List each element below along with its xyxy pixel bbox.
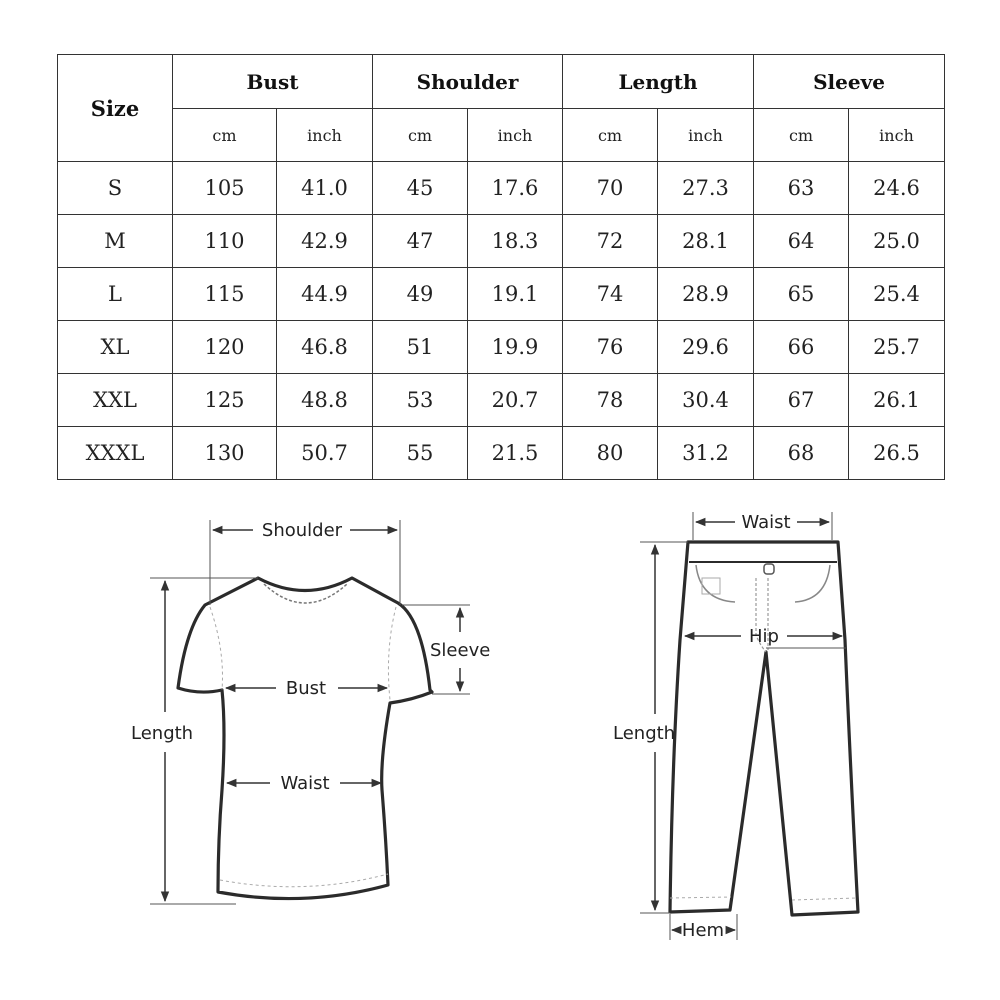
shoulder-cm-header: cm <box>373 109 468 162</box>
shoulder-inch-cell: 19.1 <box>468 268 563 321</box>
shoulder-inch-cell: 20.7 <box>468 374 563 427</box>
bust-cm-cell: 125 <box>173 374 277 427</box>
shoulder-cm-cell: 47 <box>373 215 468 268</box>
shirt-shoulder-label: Shoulder <box>261 520 343 541</box>
bust-inch-cell: 50.7 <box>277 427 373 480</box>
size-cell: S <box>58 162 173 215</box>
shoulder-cm-cell: 53 <box>373 374 468 427</box>
pants-waist-label: Waist <box>741 512 791 533</box>
shoulder-cm-cell: 49 <box>373 268 468 321</box>
bust-cm-cell: 120 <box>173 321 277 374</box>
sleeve-inch-cell: 25.7 <box>849 321 945 374</box>
sleeve-inch-cell: 25.0 <box>849 215 945 268</box>
pants-button <box>764 564 774 574</box>
length-cm-cell: 74 <box>563 268 658 321</box>
sleeve-inch-cell: 26.1 <box>849 374 945 427</box>
length-cm-cell: 70 <box>563 162 658 215</box>
tshirt-sleeve-seam-right <box>388 607 396 700</box>
sleeve-inch-header: inch <box>849 109 945 162</box>
shirt-bust-label: Bust <box>285 678 327 699</box>
length-inch-header: inch <box>658 109 754 162</box>
shoulder-cm-cell: 51 <box>373 321 468 374</box>
pants-outline <box>670 542 858 915</box>
shoulder-inch-cell: 21.5 <box>468 427 563 480</box>
pants-pocket-right <box>795 565 830 602</box>
size-cell: XL <box>58 321 173 374</box>
size-cell: XXXL <box>58 427 173 480</box>
pants-hem-label: Hem <box>681 920 725 941</box>
shoulder-column-header: Shoulder <box>373 55 563 109</box>
shirt-waist-label: Waist <box>280 773 330 794</box>
tshirt-sleeve-seam-left <box>210 607 223 690</box>
shirt-length-label: Length <box>131 723 194 744</box>
sleeve-cm-cell: 66 <box>754 321 849 374</box>
sleeve-cm-cell: 64 <box>754 215 849 268</box>
bust-cm-cell: 115 <box>173 268 277 321</box>
bust-cm-cell: 105 <box>173 162 277 215</box>
pants-hip-label: Hip <box>749 626 779 647</box>
tshirt-hem-stitch <box>220 874 388 887</box>
sleeve-cm-cell: 67 <box>754 374 849 427</box>
length-inch-cell: 28.9 <box>658 268 754 321</box>
size-column-header: Size <box>58 55 173 162</box>
length-cm-cell: 80 <box>563 427 658 480</box>
size-cell: XXL <box>58 374 173 427</box>
length-inch-cell: 29.6 <box>658 321 754 374</box>
bust-inch-cell: 41.0 <box>277 162 373 215</box>
sleeve-inch-cell: 26.5 <box>849 427 945 480</box>
pants-diagram <box>613 512 858 941</box>
length-inch-cell: 27.3 <box>658 162 754 215</box>
length-column-header: Length <box>563 55 754 109</box>
bust-inch-cell: 48.8 <box>277 374 373 427</box>
shoulder-inch-cell: 17.6 <box>468 162 563 215</box>
sleeve-cm-cell: 68 <box>754 427 849 480</box>
bust-column-header: Bust <box>173 55 373 109</box>
length-cm-cell: 78 <box>563 374 658 427</box>
pants-length-label: Length <box>613 723 676 744</box>
pants-hem-right <box>792 898 857 900</box>
sleeve-cm-cell: 63 <box>754 162 849 215</box>
shoulder-cm-cell: 45 <box>373 162 468 215</box>
bust-cm-cell: 110 <box>173 215 277 268</box>
sleeve-inch-cell: 25.4 <box>849 268 945 321</box>
shoulder-inch-cell: 18.3 <box>468 215 563 268</box>
bust-inch-cell: 46.8 <box>277 321 373 374</box>
size-cell: M <box>58 215 173 268</box>
bust-cm-header: cm <box>173 109 277 162</box>
shoulder-inch-cell: 19.9 <box>468 321 563 374</box>
tshirt-diagram <box>131 520 490 904</box>
bust-inch-cell: 42.9 <box>277 215 373 268</box>
sleeve-cm-header: cm <box>754 109 849 162</box>
shoulder-cm-cell: 55 <box>373 427 468 480</box>
length-inch-cell: 28.1 <box>658 215 754 268</box>
length-cm-cell: 72 <box>563 215 658 268</box>
bust-cm-cell: 130 <box>173 427 277 480</box>
bust-inch-cell: 44.9 <box>277 268 373 321</box>
length-inch-cell: 31.2 <box>658 427 754 480</box>
pants-coin-pocket <box>702 578 720 594</box>
bust-inch-header: inch <box>277 109 373 162</box>
shoulder-inch-header: inch <box>468 109 563 162</box>
length-inch-cell: 30.4 <box>658 374 754 427</box>
sleeve-column-header: Sleeve <box>754 55 945 109</box>
length-cm-cell: 76 <box>563 321 658 374</box>
length-cm-header: cm <box>563 109 658 162</box>
sleeve-inch-cell: 24.6 <box>849 162 945 215</box>
size-cell: L <box>58 268 173 321</box>
pants-hem-left <box>670 897 731 898</box>
sleeve-cm-cell: 65 <box>754 268 849 321</box>
shirt-sleeve-label: Sleeve <box>430 640 491 661</box>
